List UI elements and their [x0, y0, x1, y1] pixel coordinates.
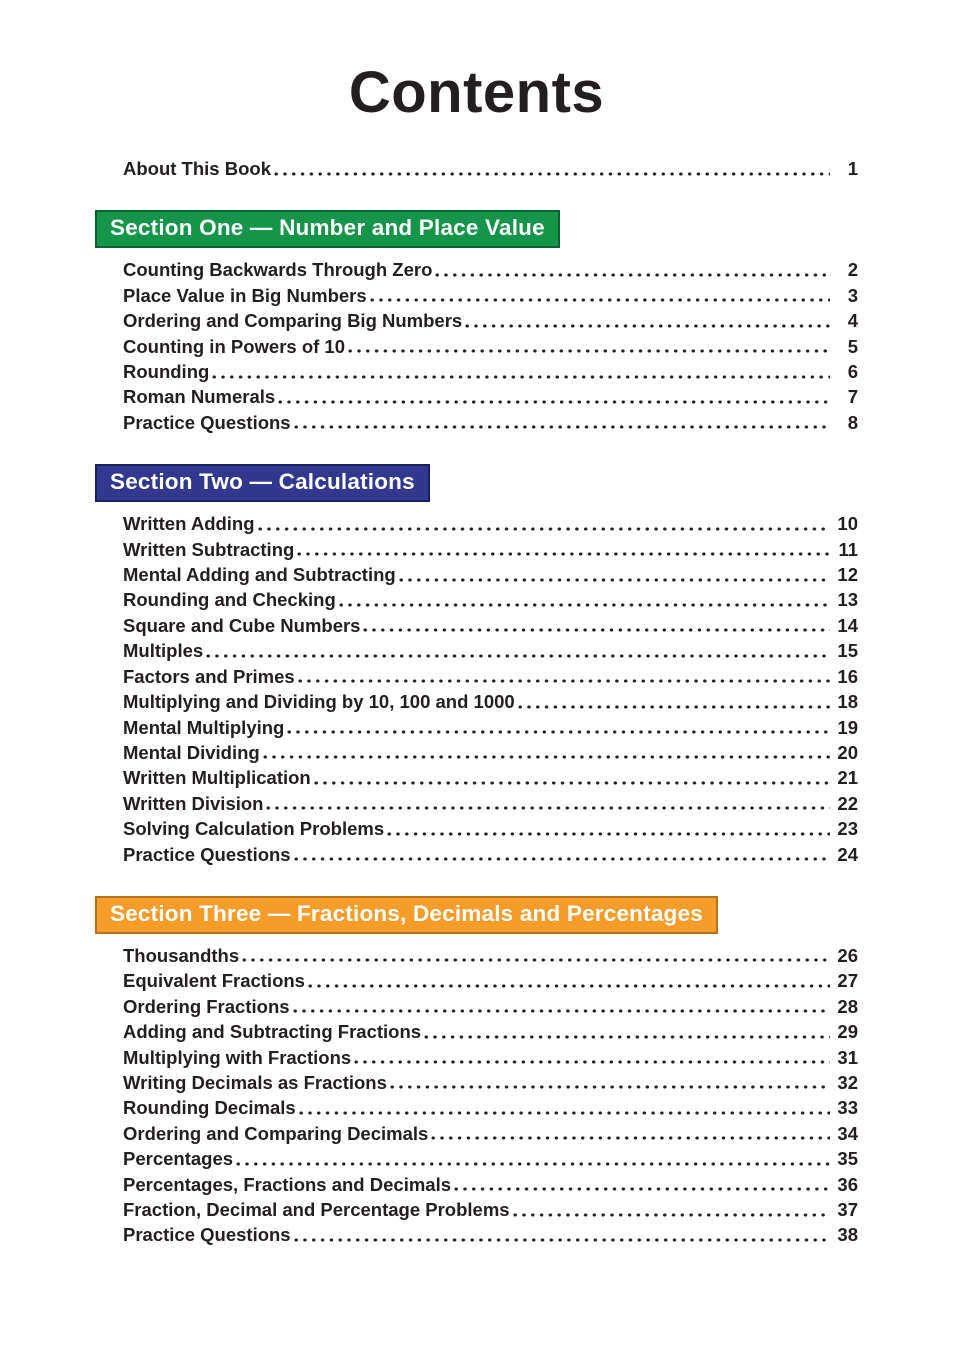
toc-entry[interactable] [123, 715, 858, 740]
toc-entry-page: 3 [847, 284, 858, 306]
toc-entry-page: 10 [837, 513, 858, 535]
dot-leader [518, 705, 830, 709]
toc-entry[interactable] [123, 613, 858, 638]
dot-leader [513, 1213, 830, 1217]
dot-leader [314, 781, 830, 785]
toc-entry-page: 11 [838, 538, 858, 560]
toc-entry[interactable] [123, 689, 858, 714]
toc-entry-page: 31 [837, 1046, 858, 1068]
toc-entry[interactable] [123, 1222, 858, 1247]
toc-entry-label: Written Multiplication [123, 767, 311, 789]
toc-entry-label: Mental Multiplying [123, 716, 285, 738]
toc-entry-label: Percentages [123, 1148, 234, 1170]
dot-leader [278, 400, 830, 404]
toc-entry-label: Equivalent Fractions [123, 970, 305, 992]
toc-entry[interactable] [123, 1095, 858, 1120]
toc-entry[interactable] [123, 1121, 858, 1146]
dot-leader [390, 1085, 830, 1089]
toc-entry[interactable] [123, 283, 858, 308]
dot-leader [431, 1136, 830, 1140]
toc-entry[interactable] [123, 359, 858, 384]
toc-entry-label: Solving Calculation Problems [123, 818, 385, 840]
toc-entry-page: 32 [837, 1071, 858, 1093]
toc-entry-page: 13 [837, 589, 858, 611]
toc-entry-label: Written Adding [123, 513, 255, 535]
toc-entry-label: About This Book [123, 158, 271, 179]
toc-entry-page: 4 [847, 310, 858, 332]
toc-entry[interactable] [123, 664, 858, 689]
section-title: Section Two — Calculations [110, 469, 415, 495]
section-title: Section Three — Fractions, Decimals and Percentages [110, 900, 703, 926]
dot-leader [348, 349, 830, 353]
toc-entry-label: Percentages, Fractions and Decimals [123, 1173, 451, 1195]
toc-entry[interactable] [123, 765, 858, 790]
toc-entry[interactable] [123, 638, 858, 663]
toc-entry[interactable] [123, 1197, 858, 1222]
toc-entry-label: Practice Questions [123, 411, 291, 433]
toc-entry[interactable] [123, 816, 858, 841]
section-title: Section One — Number and Place Value [110, 215, 545, 241]
toc-entry-page: 16 [837, 665, 858, 687]
toc-entry-page: 7 [847, 386, 858, 408]
toc-entry-label: Rounding and Checking [123, 589, 336, 611]
toc-entry[interactable] [123, 842, 858, 867]
toc-entry-label: Counting Backwards Through Zero [123, 259, 433, 281]
toc-entry[interactable] [123, 257, 858, 282]
toc-entry-page: 33 [837, 1097, 858, 1119]
toc-entry-label: Factors and Primes [123, 665, 295, 687]
toc-entry-label: Counting in Powers of 10 [123, 335, 346, 357]
dot-leader [294, 857, 830, 861]
toc-entry-label: Written Subtracting [123, 538, 295, 560]
toc-entry-label: Multiples [123, 640, 204, 662]
toc-entry-page: 8 [847, 411, 858, 433]
toc-entry-page: 28 [837, 995, 858, 1017]
toc-entry-label: Practice Questions [123, 843, 291, 865]
toc-entry-label: Thousandths [123, 944, 240, 966]
dot-leader [299, 1111, 830, 1115]
section-banner [95, 210, 560, 248]
section-entries [95, 257, 858, 435]
toc-entry[interactable] [123, 740, 858, 765]
dot-leader [293, 1009, 830, 1013]
toc-entry-page: 29 [837, 1021, 858, 1043]
toc-entry-page: 19 [837, 716, 858, 738]
toc-entry-page: 15 [837, 640, 858, 662]
toc-entry-page: 24 [837, 843, 858, 865]
toc-entry[interactable] [123, 1070, 858, 1095]
toc-entry-label: Written Division [123, 792, 264, 814]
dot-leader [294, 425, 830, 429]
dot-leader [339, 603, 830, 607]
toc-entry-page: 38 [837, 1224, 858, 1246]
toc-entry-page: 6 [847, 361, 858, 383]
toc-entry-page: 22 [837, 792, 858, 814]
toc-entry-label: Ordering and Comparing Big Numbers [123, 310, 463, 332]
toc-section-2 [95, 464, 858, 867]
dot-leader [297, 552, 830, 556]
toc-entry-label: Ordering and Comparing Decimals [123, 1122, 429, 1144]
toc-entry-label: Ordering Fractions [123, 995, 290, 1017]
toc-entry[interactable] [123, 410, 858, 435]
toc-entry[interactable] [123, 1172, 858, 1197]
toc-entry[interactable] [123, 943, 858, 968]
dot-leader [266, 806, 830, 810]
dot-leader [363, 628, 830, 632]
toc-entry-label: Fraction, Decimal and Percentage Problems [123, 1199, 510, 1220]
dot-leader [294, 1238, 830, 1242]
dot-leader [206, 654, 830, 658]
toc-entry[interactable] [123, 384, 858, 409]
toc-entry[interactable] [123, 968, 858, 993]
toc-entry-page: 37 [837, 1199, 858, 1220]
toc-entry[interactable] [123, 562, 858, 587]
toc-entry-label: Writing Decimals as Fractions [123, 1071, 387, 1093]
dot-leader [298, 679, 830, 683]
toc-entry[interactable] [123, 1045, 858, 1070]
toc-entry[interactable] [123, 308, 858, 333]
toc-section-3 [95, 896, 858, 1248]
section-banner [95, 896, 718, 934]
dot-leader [308, 984, 830, 988]
toc-sections [95, 210, 858, 1247]
toc-entry[interactable] [123, 334, 858, 359]
toc-entry-label: Rounding Decimals [123, 1097, 296, 1119]
toc-section-1 [95, 210, 858, 435]
toc-entry-label: Roman Numerals [123, 386, 276, 408]
toc-entry-page: 36 [837, 1173, 858, 1195]
dot-leader [212, 375, 830, 379]
toc-entry-page: 27 [837, 970, 858, 992]
toc-entry-label: Practice Questions [123, 1224, 291, 1246]
section-entries [95, 511, 858, 867]
toc-entry[interactable] [123, 994, 858, 1019]
toc-entry[interactable] [123, 537, 858, 562]
toc-entry-label: Mental Dividing [123, 741, 260, 763]
dot-leader [454, 1187, 830, 1191]
dot-leader [435, 273, 830, 277]
toc-entry[interactable] [123, 1019, 858, 1044]
section-entries [95, 943, 858, 1248]
toc-entry-page: 18 [837, 691, 858, 713]
toc-entry-label: Square and Cube Numbers [123, 614, 361, 636]
toc-entry-label: Multiplying with Fractions [123, 1046, 352, 1068]
section-banner [95, 464, 430, 502]
toc-entry[interactable] [123, 791, 858, 816]
toc-entry-page: 5 [847, 335, 858, 357]
dot-leader [242, 958, 830, 962]
toc-entry-label: Multiplying and Dividing by 10, 100 and 1000 [123, 691, 515, 713]
toc-entry-label: Rounding [123, 361, 210, 383]
toc-entry-about-this-book[interactable] [123, 156, 858, 181]
toc-entry-page: 35 [837, 1148, 858, 1170]
toc-entry-page: 20 [837, 741, 858, 763]
dot-leader [465, 324, 830, 328]
dot-leader [387, 832, 830, 836]
toc-entry[interactable] [123, 511, 858, 536]
page-title: Contents [348, 60, 605, 125]
toc-entry-page: 23 [837, 818, 858, 840]
toc-entry-page: 34 [837, 1122, 858, 1144]
dot-leader [236, 1162, 830, 1166]
toc-entry[interactable] [123, 587, 858, 612]
dot-leader [287, 730, 830, 734]
dot-leader [424, 1035, 830, 1039]
toc-entry-page: 2 [847, 259, 858, 281]
dot-leader [274, 172, 830, 176]
toc-entry-page: 14 [837, 614, 858, 636]
toc-entry-label: Place Value in Big Numbers [123, 284, 367, 306]
toc-entry-page: 1 [847, 158, 858, 179]
toc-entry[interactable] [123, 1146, 858, 1171]
toc-entry-label: Adding and Subtracting Fractions [123, 1021, 422, 1043]
dot-leader [399, 578, 830, 582]
dot-leader [354, 1060, 830, 1064]
toc-entry-page: 12 [837, 564, 858, 586]
dot-leader [258, 527, 830, 531]
toc-entry-page: 21 [837, 767, 858, 789]
toc-entry-page: 26 [837, 944, 858, 966]
dot-leader [370, 298, 830, 302]
dot-leader [263, 755, 830, 759]
toc-entry-label: Mental Adding and Subtracting [123, 564, 396, 586]
